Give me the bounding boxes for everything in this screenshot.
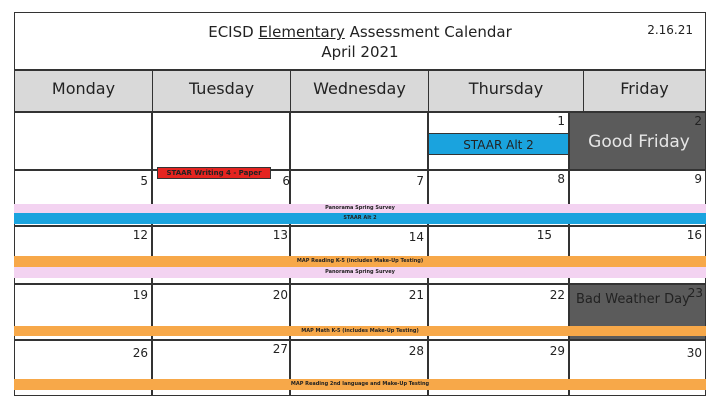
day-number: 15: [536, 228, 552, 242]
event-band-staar-alt2[interactable]: STAAR Alt 2: [14, 213, 706, 224]
day-number: 6: [282, 174, 290, 188]
day-number: 5: [140, 174, 148, 188]
day-number: 8: [557, 172, 565, 186]
event-band-panorama[interactable]: Panorama Spring Survey: [14, 204, 706, 213]
title-underlined: Elementary: [258, 23, 345, 41]
header-wednesday: Wednesday: [291, 71, 429, 111]
day-number: 13: [272, 228, 288, 242]
day-number: 30: [686, 346, 702, 360]
event-band-panorama[interactable]: Panorama Spring Survey: [14, 267, 706, 278]
calendar-title: [15, 23, 705, 41]
day-number: 1: [557, 114, 565, 128]
day-cell[interactable]: [152, 112, 290, 170]
calendar-title-box: [14, 12, 706, 70]
header-monday: Monday: [15, 71, 153, 111]
title-prefix: ECISD: [208, 23, 259, 41]
event-bad-weather-day: Bad Weather Day: [576, 292, 690, 307]
day-number: 26: [132, 346, 148, 360]
day-cell[interactable]: [14, 112, 152, 170]
event-good-friday[interactable]: Good Friday: [588, 132, 690, 152]
day-number: 23: [687, 286, 703, 300]
event-band-map-reading[interactable]: MAP Reading K-5 (includes Make-Up Testing): [14, 256, 706, 267]
header-friday: Friday: [620, 79, 669, 98]
title-suffix: Assessment Calendar: [344, 23, 512, 41]
day-cell[interactable]: [290, 112, 428, 170]
day-number: 22: [549, 288, 565, 302]
day-number: 20: [272, 288, 288, 302]
day-number: 27: [272, 342, 288, 356]
day-number: 2: [694, 114, 702, 128]
calendar-month: April 2021: [321, 43, 399, 61]
day-number: 28: [408, 344, 424, 358]
date-stamp: 2.16.21: [647, 23, 693, 37]
day-number: 12: [132, 228, 148, 242]
day-header-row: [14, 70, 706, 112]
day-number: 21: [408, 288, 424, 302]
day-number: 14: [408, 230, 424, 244]
header-thursday: Thursday: [429, 71, 584, 111]
event-staar-writing[interactable]: STAAR Writing 4 - Paper: [157, 167, 271, 179]
header-tuesday: Tuesday: [153, 71, 291, 111]
day-number: 9: [694, 172, 702, 186]
day-number: 16: [686, 228, 702, 242]
event-band-map-reading-2nd-language[interactable]: MAP Reading 2nd language and Make-Up Testing: [14, 379, 706, 390]
event-band-map-math[interactable]: MAP Math K-5 (includes Make-Up Testing): [14, 326, 706, 336]
day-number: 7: [416, 174, 424, 188]
day-number: 29: [549, 344, 565, 358]
day-number: 19: [132, 288, 148, 302]
event-staar-alt2[interactable]: STAAR Alt 2: [428, 133, 569, 155]
